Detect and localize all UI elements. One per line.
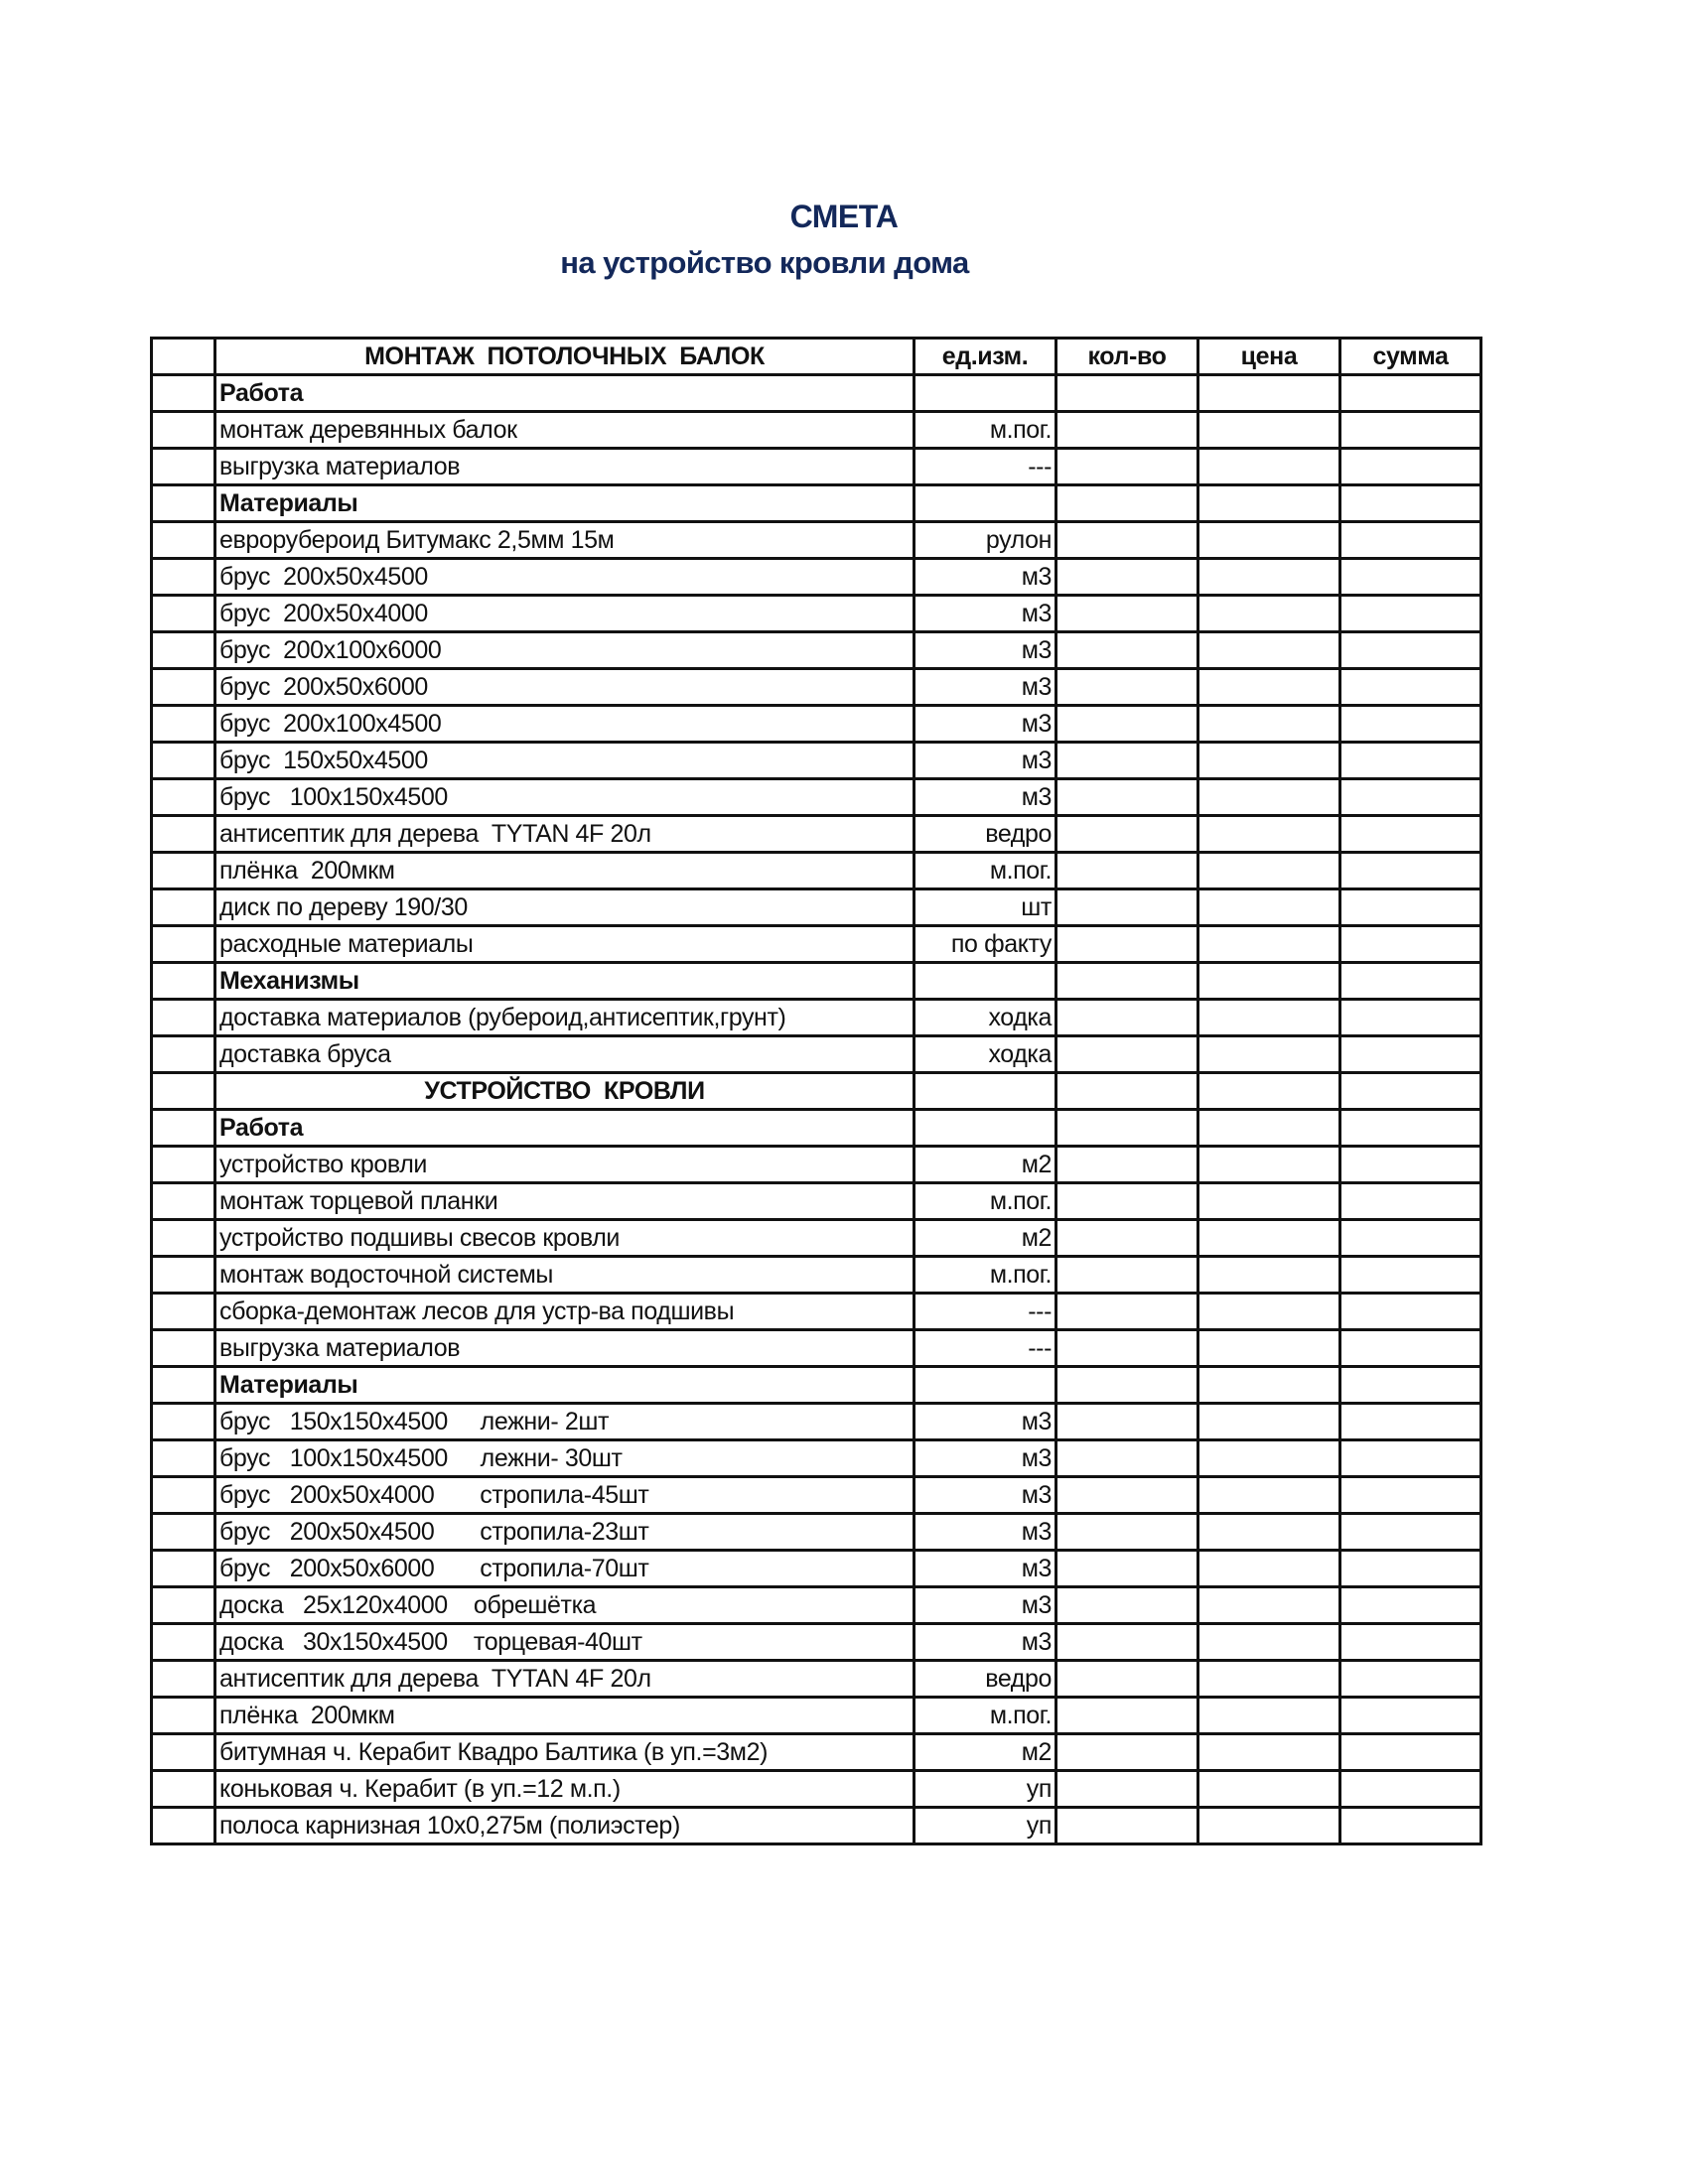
item-name-cell: брус 200х50х4500 стропила-23шт	[215, 1514, 914, 1551]
price-cell	[1198, 632, 1340, 669]
sum-cell	[1340, 522, 1481, 559]
sum-cell	[1340, 1036, 1481, 1073]
document-title: СМЕТА	[789, 199, 899, 234]
qty-cell	[1056, 1734, 1198, 1771]
row-number-cell	[152, 596, 215, 632]
qty-cell	[1056, 1257, 1198, 1294]
sum-cell	[1340, 1551, 1481, 1587]
qty-cell	[1056, 1587, 1198, 1624]
header-sum: сумма	[1340, 339, 1481, 375]
item-name-cell: плёнка 200мкм	[215, 1698, 914, 1734]
unit-cell: м2	[914, 1734, 1056, 1771]
row-number-cell	[152, 632, 215, 669]
qty-cell	[1056, 1294, 1198, 1330]
category-name-cell: Работа	[215, 375, 914, 412]
unit-cell	[914, 375, 1056, 412]
price-cell	[1198, 1000, 1340, 1036]
row-number-cell	[152, 1183, 215, 1220]
table-row	[152, 889, 1481, 926]
table-row	[152, 1000, 1481, 1036]
row-number-cell	[152, 1330, 215, 1367]
unit-cell: м3	[914, 1551, 1056, 1587]
table-row	[152, 1294, 1481, 1330]
qty-cell	[1056, 596, 1198, 632]
price-cell	[1198, 963, 1340, 1000]
price-cell	[1198, 779, 1340, 816]
table-row	[152, 449, 1481, 485]
qty-cell	[1056, 926, 1198, 963]
row-number-cell	[152, 706, 215, 743]
row-number-cell	[152, 1808, 215, 1844]
price-cell	[1198, 1404, 1340, 1440]
sum-cell	[1340, 1808, 1481, 1844]
qty-cell	[1056, 889, 1198, 926]
table-header-row	[152, 339, 1481, 375]
category-row	[152, 375, 1481, 412]
price-cell	[1198, 1661, 1340, 1698]
row-number-cell	[152, 743, 215, 779]
price-cell	[1198, 596, 1340, 632]
row-number-cell	[152, 1771, 215, 1808]
item-name-cell: монтаж торцевой планки	[215, 1183, 914, 1220]
table-row	[152, 522, 1481, 559]
sum-cell	[1340, 1661, 1481, 1698]
price-cell	[1198, 1183, 1340, 1220]
price-cell	[1198, 1551, 1340, 1587]
price-cell	[1198, 1808, 1340, 1844]
price-cell	[1198, 1257, 1340, 1294]
sum-cell	[1340, 926, 1481, 963]
row-number-cell	[152, 1110, 215, 1147]
item-name-cell: еврорубероид Битумакс 2,5мм 15м	[215, 522, 914, 559]
category-name-cell: Работа	[215, 1110, 914, 1147]
category-name-cell: Материалы	[215, 1367, 914, 1404]
price-cell	[1198, 706, 1340, 743]
header-qty: кол-во	[1056, 339, 1198, 375]
item-name-cell: антисептик для дерева TYTAN 4F 20л	[215, 1661, 914, 1698]
price-cell	[1198, 1330, 1340, 1367]
item-name-cell: брус 200х50х4500	[215, 559, 914, 596]
row-number-cell	[152, 669, 215, 706]
row-number-cell	[152, 1073, 215, 1110]
sum-cell	[1340, 963, 1481, 1000]
price-cell	[1198, 1698, 1340, 1734]
unit-cell: ---	[914, 1294, 1056, 1330]
row-number-cell	[152, 1000, 215, 1036]
price-cell	[1198, 669, 1340, 706]
unit-cell: м.пог.	[914, 1698, 1056, 1734]
sum-cell	[1340, 412, 1481, 449]
category-name-cell: Материалы	[215, 485, 914, 522]
table-row	[152, 816, 1481, 853]
row-number-cell	[152, 1257, 215, 1294]
row-number-cell	[152, 1587, 215, 1624]
qty-cell	[1056, 1404, 1198, 1440]
table-row	[152, 1698, 1481, 1734]
qty-cell	[1056, 853, 1198, 889]
item-name-cell: брус 200х50х4000 стропила-45шт	[215, 1477, 914, 1514]
item-name-cell: выгрузка материалов	[215, 449, 914, 485]
price-cell	[1198, 889, 1340, 926]
item-name-cell: брус 100х150х4500 лежни- 30шт	[215, 1440, 914, 1477]
header-price: цена	[1198, 339, 1340, 375]
unit-cell: м2	[914, 1147, 1056, 1183]
row-number-cell	[152, 889, 215, 926]
row-number-cell	[152, 1514, 215, 1551]
item-name-cell: брус 200х100х4500	[215, 706, 914, 743]
unit-cell: м.пог.	[914, 853, 1056, 889]
price-cell	[1198, 1073, 1340, 1110]
unit-cell	[914, 485, 1056, 522]
row-number-cell	[152, 1440, 215, 1477]
sum-cell	[1340, 1183, 1481, 1220]
price-cell	[1198, 375, 1340, 412]
qty-cell	[1056, 1698, 1198, 1734]
table-row	[152, 1734, 1481, 1771]
unit-cell: м3	[914, 706, 1056, 743]
sum-cell	[1340, 706, 1481, 743]
qty-cell	[1056, 632, 1198, 669]
item-name-cell: брус 200х50х4000	[215, 596, 914, 632]
sum-cell	[1340, 1698, 1481, 1734]
qty-cell	[1056, 1514, 1198, 1551]
qty-cell	[1056, 779, 1198, 816]
price-cell	[1198, 1294, 1340, 1330]
qty-cell	[1056, 1220, 1198, 1257]
table-row	[152, 669, 1481, 706]
row-number-cell	[152, 412, 215, 449]
row-number-cell	[152, 1220, 215, 1257]
qty-cell	[1056, 485, 1198, 522]
item-name-cell: монтаж деревянных балок	[215, 412, 914, 449]
unit-cell	[914, 1073, 1056, 1110]
price-cell	[1198, 816, 1340, 853]
unit-cell	[914, 1367, 1056, 1404]
price-cell	[1198, 1440, 1340, 1477]
qty-cell	[1056, 706, 1198, 743]
table-row	[152, 1036, 1481, 1073]
item-name-cell: устройство подшивы свесов кровли	[215, 1220, 914, 1257]
row-number-cell	[152, 375, 215, 412]
table-row	[152, 1624, 1481, 1661]
document-subtitle: на устройство кровли дома	[560, 245, 969, 280]
price-cell	[1198, 449, 1340, 485]
item-name-cell: брус 150х50х4500	[215, 743, 914, 779]
qty-cell	[1056, 449, 1198, 485]
header-section-title: МОНТАЖ ПОТОЛОЧНЫХ БАЛОК	[215, 339, 914, 375]
item-name-cell: доска 25х120х4000 обрешётка	[215, 1587, 914, 1624]
table-row	[152, 853, 1481, 889]
qty-cell	[1056, 669, 1198, 706]
qty-cell	[1056, 743, 1198, 779]
item-name-cell: брус 150х150х4500 лежни- 2шт	[215, 1404, 914, 1440]
price-cell	[1198, 853, 1340, 889]
table-row	[152, 632, 1481, 669]
table-row	[152, 1477, 1481, 1514]
table-row	[152, 743, 1481, 779]
row-number-cell	[152, 926, 215, 963]
unit-cell: уп	[914, 1808, 1056, 1844]
row-number-cell	[152, 559, 215, 596]
sum-cell	[1340, 1147, 1481, 1183]
price-cell	[1198, 412, 1340, 449]
item-name-cell: диск по дереву 190/30	[215, 889, 914, 926]
qty-cell	[1056, 1440, 1198, 1477]
price-cell	[1198, 559, 1340, 596]
qty-cell	[1056, 375, 1198, 412]
row-number-cell	[152, 963, 215, 1000]
item-name-cell: полоса карнизная 10х0,275м (полиэстер)	[215, 1808, 914, 1844]
row-number-cell	[152, 449, 215, 485]
row-number-cell	[152, 485, 215, 522]
item-name-cell: доска 30х150х4500 торцевая-40шт	[215, 1624, 914, 1661]
item-name-cell: брус 200х50х6000 стропила-70шт	[215, 1551, 914, 1587]
unit-cell: м3	[914, 1440, 1056, 1477]
table-row	[152, 1147, 1481, 1183]
unit-cell: м3	[914, 1587, 1056, 1624]
price-cell	[1198, 1147, 1340, 1183]
sum-cell	[1340, 1330, 1481, 1367]
estimate-table	[150, 337, 1482, 1845]
qty-cell	[1056, 1808, 1198, 1844]
unit-cell: ведро	[914, 816, 1056, 853]
price-cell	[1198, 522, 1340, 559]
qty-cell	[1056, 816, 1198, 853]
price-cell	[1198, 926, 1340, 963]
unit-cell: м2	[914, 1220, 1056, 1257]
unit-cell: м3	[914, 743, 1056, 779]
category-row	[152, 1110, 1481, 1147]
item-name-cell: сборка-демонтаж лесов для устр-ва подшивы	[215, 1294, 914, 1330]
header-number	[152, 339, 215, 375]
category-name-cell: Механизмы	[215, 963, 914, 1000]
table-row	[152, 1808, 1481, 1844]
price-cell	[1198, 1587, 1340, 1624]
row-number-cell	[152, 1294, 215, 1330]
item-name-cell: расходные материалы	[215, 926, 914, 963]
unit-cell: ходка	[914, 1000, 1056, 1036]
qty-cell	[1056, 522, 1198, 559]
item-name-cell: устройство кровли	[215, 1147, 914, 1183]
unit-cell: м3	[914, 1514, 1056, 1551]
price-cell	[1198, 1110, 1340, 1147]
item-name-cell: коньковая ч. Керабит (в уп.=12 м.п.)	[215, 1771, 914, 1808]
sum-cell	[1340, 669, 1481, 706]
item-name-cell: брус 200х50х6000	[215, 669, 914, 706]
item-name-cell: плёнка 200мкм	[215, 853, 914, 889]
table-row	[152, 1661, 1481, 1698]
table-row	[152, 1440, 1481, 1477]
item-name-cell: антисептик для дерева TYTAN 4F 20л	[215, 816, 914, 853]
price-cell	[1198, 1624, 1340, 1661]
table-row	[152, 1771, 1481, 1808]
qty-cell	[1056, 1110, 1198, 1147]
header-unit: ед.изм.	[914, 339, 1056, 375]
unit-cell: м3	[914, 632, 1056, 669]
sum-cell	[1340, 559, 1481, 596]
category-row	[152, 963, 1481, 1000]
unit-cell: м3	[914, 779, 1056, 816]
qty-cell	[1056, 1183, 1198, 1220]
price-cell	[1198, 743, 1340, 779]
sum-cell	[1340, 375, 1481, 412]
row-number-cell	[152, 816, 215, 853]
qty-cell	[1056, 1073, 1198, 1110]
unit-cell: рулон	[914, 522, 1056, 559]
item-name-cell: битумная ч. Керабит Квадро Балтика (в уп.=3м2)	[215, 1734, 914, 1771]
table-row	[152, 1587, 1481, 1624]
row-number-cell	[152, 1624, 215, 1661]
sum-cell	[1340, 1404, 1481, 1440]
qty-cell	[1056, 1367, 1198, 1404]
price-cell	[1198, 1367, 1340, 1404]
row-number-cell	[152, 1147, 215, 1183]
table-row	[152, 926, 1481, 963]
unit-cell: м3	[914, 1624, 1056, 1661]
sum-cell	[1340, 1073, 1481, 1110]
category-name-cell: УСТРОЙСТВО КРОВЛИ	[215, 1073, 914, 1110]
price-cell	[1198, 1220, 1340, 1257]
sum-cell	[1340, 816, 1481, 853]
table-row	[152, 1404, 1481, 1440]
price-cell	[1198, 1734, 1340, 1771]
table-row	[152, 1183, 1481, 1220]
table-row	[152, 1257, 1481, 1294]
category-row	[152, 485, 1481, 522]
sum-cell	[1340, 1734, 1481, 1771]
qty-cell	[1056, 963, 1198, 1000]
unit-cell: м3	[914, 1477, 1056, 1514]
sum-cell	[1340, 485, 1481, 522]
sum-cell	[1340, 779, 1481, 816]
sum-cell	[1340, 1257, 1481, 1294]
category-row	[152, 1367, 1481, 1404]
qty-cell	[1056, 1624, 1198, 1661]
price-cell	[1198, 1771, 1340, 1808]
row-number-cell	[152, 1551, 215, 1587]
table-row	[152, 1551, 1481, 1587]
sum-cell	[1340, 853, 1481, 889]
sum-cell	[1340, 449, 1481, 485]
price-cell	[1198, 1477, 1340, 1514]
row-number-cell	[152, 1661, 215, 1698]
qty-cell	[1056, 1036, 1198, 1073]
sum-cell	[1340, 743, 1481, 779]
section-title-row	[152, 1073, 1481, 1110]
sum-cell	[1340, 1000, 1481, 1036]
table-row	[152, 596, 1481, 632]
table-row	[152, 779, 1481, 816]
unit-cell: м3	[914, 1404, 1056, 1440]
qty-cell	[1056, 1551, 1198, 1587]
row-number-cell	[152, 522, 215, 559]
unit-cell: м.пог.	[914, 1183, 1056, 1220]
item-name-cell: брус 200х100х6000	[215, 632, 914, 669]
unit-cell: ведро	[914, 1661, 1056, 1698]
unit-cell: м.пог.	[914, 412, 1056, 449]
item-name-cell: доставка бруса	[215, 1036, 914, 1073]
unit-cell: ---	[914, 449, 1056, 485]
row-number-cell	[152, 1734, 215, 1771]
sum-cell	[1340, 1771, 1481, 1808]
unit-cell	[914, 1110, 1056, 1147]
item-name-cell: монтаж водосточной системы	[215, 1257, 914, 1294]
row-number-cell	[152, 1367, 215, 1404]
qty-cell	[1056, 412, 1198, 449]
table-row	[152, 559, 1481, 596]
qty-cell	[1056, 1147, 1198, 1183]
item-name-cell: брус 100х150х4500	[215, 779, 914, 816]
price-cell	[1198, 485, 1340, 522]
row-number-cell	[152, 1036, 215, 1073]
row-number-cell	[152, 853, 215, 889]
table-row	[152, 1514, 1481, 1551]
price-cell	[1198, 1514, 1340, 1551]
sum-cell	[1340, 1624, 1481, 1661]
row-number-cell	[152, 1698, 215, 1734]
unit-cell: ---	[914, 1330, 1056, 1367]
unit-cell: ходка	[914, 1036, 1056, 1073]
item-name-cell: выгрузка материалов	[215, 1330, 914, 1367]
table-row	[152, 1330, 1481, 1367]
table-row	[152, 706, 1481, 743]
item-name-cell: доставка материалов (рубероид,антисептик,грунт)	[215, 1000, 914, 1036]
sum-cell	[1340, 1514, 1481, 1551]
sum-cell	[1340, 1294, 1481, 1330]
row-number-cell	[152, 779, 215, 816]
unit-cell	[914, 963, 1056, 1000]
table-row	[152, 412, 1481, 449]
unit-cell: м3	[914, 669, 1056, 706]
sum-cell	[1340, 889, 1481, 926]
unit-cell: по факту	[914, 926, 1056, 963]
unit-cell: м.пог.	[914, 1257, 1056, 1294]
sum-cell	[1340, 1587, 1481, 1624]
sum-cell	[1340, 1220, 1481, 1257]
sum-cell	[1340, 632, 1481, 669]
table-row	[152, 1220, 1481, 1257]
qty-cell	[1056, 1661, 1198, 1698]
unit-cell: м3	[914, 559, 1056, 596]
unit-cell: шт	[914, 889, 1056, 926]
sum-cell	[1340, 1440, 1481, 1477]
sum-cell	[1340, 1477, 1481, 1514]
qty-cell	[1056, 1330, 1198, 1367]
unit-cell: уп	[914, 1771, 1056, 1808]
row-number-cell	[152, 1404, 215, 1440]
qty-cell	[1056, 1000, 1198, 1036]
sum-cell	[1340, 1110, 1481, 1147]
qty-cell	[1056, 559, 1198, 596]
row-number-cell	[152, 1477, 215, 1514]
qty-cell	[1056, 1477, 1198, 1514]
unit-cell: м3	[914, 596, 1056, 632]
sum-cell	[1340, 1367, 1481, 1404]
price-cell	[1198, 1036, 1340, 1073]
qty-cell	[1056, 1771, 1198, 1808]
sum-cell	[1340, 596, 1481, 632]
